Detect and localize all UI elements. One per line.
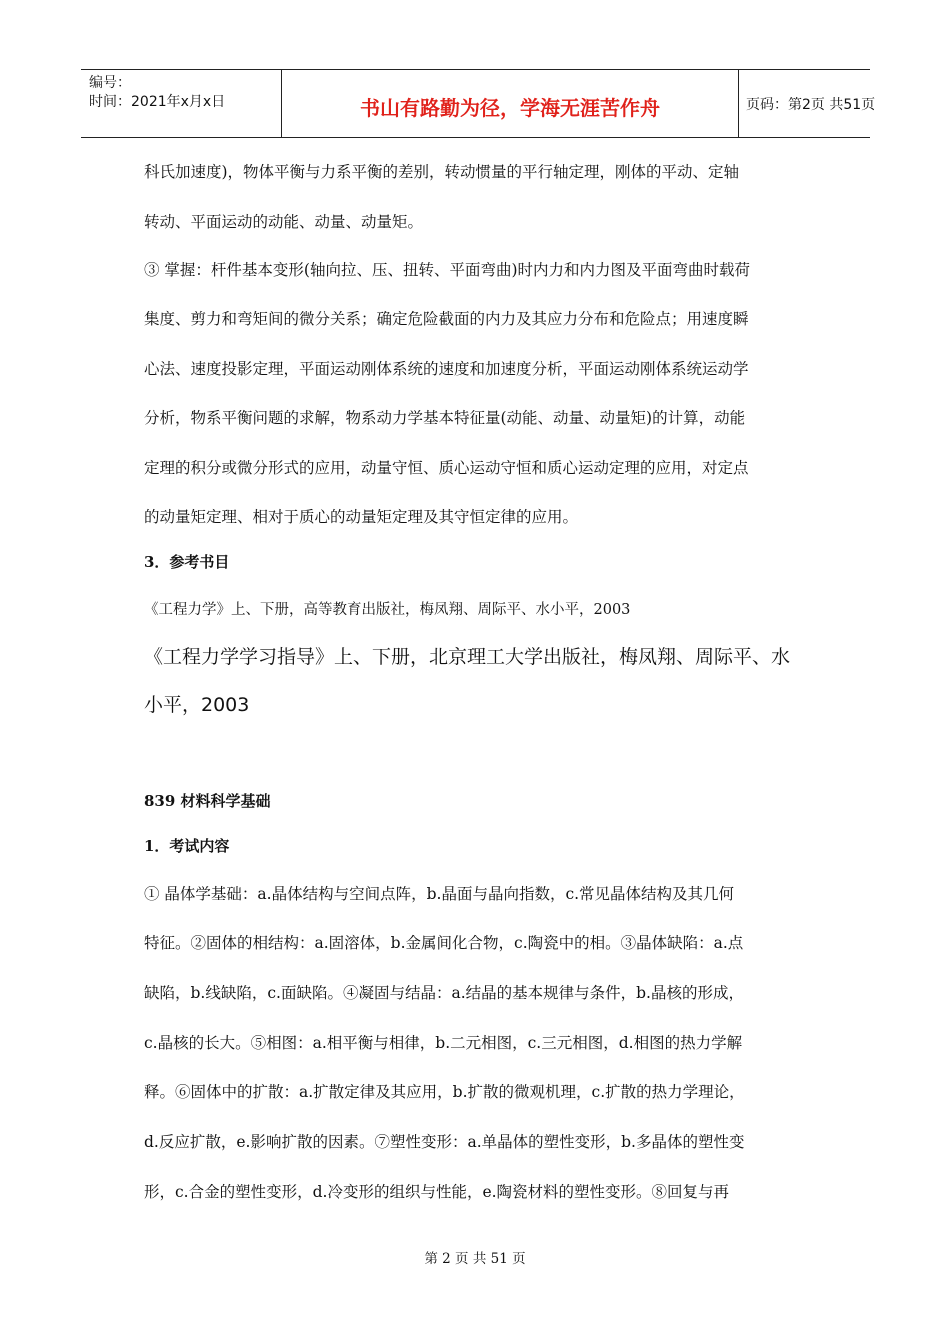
document-header	[81, 69, 876, 138]
body-line: 分析，物系平衡问题的求解，物系动力学基本特征量(动能、动量、动量矩)的计算，动能	[144, 409, 746, 427]
body-line: 定理的积分或微分形式的应用，动量守恒、质心运动守恒和质心运动定理的应用，对定点	[144, 459, 749, 477]
body-line: 集度、剪力和弯矩间的微分关系；确定危险截面的内力及其应力分布和危险点；用速度瞬	[144, 310, 749, 328]
document-number-label: 编号：	[89, 75, 131, 91]
document-date: 时间：2021年x月x日	[89, 94, 226, 110]
reference-item: 《工程力学学习指导》上、下册，北京理工大学出版社，梅凤翔、周际平、水	[144, 646, 791, 668]
content-line: 缺陷，b.线缺陷，c.面缺陷。④凝固与结晶：a.结晶的基本规律与条件，b.晶核的形成，	[144, 984, 744, 1002]
content-line: 形，c.合金的塑性变形，d.冷变形的组织与性能，e.陶瓷材料的塑性变形。⑧回复与再	[144, 1183, 730, 1201]
header-page-info: 页码：第2页 共51页	[746, 97, 876, 113]
header-page-cell	[738, 70, 876, 137]
body-line: 转动、平面运动的动能、动量、动量矩。	[144, 213, 424, 231]
body-line: 科氏加速度)，物体平衡与力系平衡的差别，转动惯量的平行轴定理，刚体的平动、定轴	[144, 163, 740, 181]
section-title-exam-content: 1．考试内容	[144, 837, 230, 855]
section-title-references: 3．参考书目	[144, 553, 230, 571]
body-line: 的动量矩定理、相对于质心的动量矩定理及其守恒定律的应用。	[144, 508, 579, 526]
content-line: c.晶核的长大。⑤相图：a.相平衡与相律，b.二元相图，c.三元相图，d.相图的热力学解	[144, 1034, 743, 1052]
reference-item-continuation: 小平，2003	[144, 694, 250, 716]
body-line: ③ 掌握：杆件基本变形(轴向拉、压、扭转、平面弯曲)时内力和内力图及平面弯曲时载荷	[144, 261, 751, 279]
content-line: 特征。②固体的相结构：a.固溶体，b.金属间化合物，c.陶瓷中的相。③晶体缺陷：a.点	[144, 934, 744, 952]
reference-item: 《工程力学》上、下册，高等教育出版社，梅凤翔、周际平、水小平，2003	[144, 602, 631, 618]
content-line: ① 晶体学基础：a.晶体结构与空间点阵，b.晶面与晶向指数，c.常见晶体结构及其几何	[144, 885, 735, 903]
body-line: 心法、速度投影定理，平面运动刚体系统的速度和加速度分析，平面运动刚体系统运动学	[144, 360, 749, 378]
header-motto: 书山有路勤为径，学海无涯苦作舟	[360, 96, 660, 120]
page-footer: 第 2 页 共 51 页	[424, 1251, 526, 1267]
header-motto-cell	[281, 70, 739, 137]
header-meta-cell	[81, 70, 281, 137]
content-line: 释。⑥固体中的扩散：a.扩散定律及其应用，b.扩散的微观机理，c.扩散的热力学理论，	[144, 1083, 745, 1101]
subject-title: 839 材料科学基础	[144, 792, 271, 810]
content-line: d.反应扩散，e.影响扩散的因素。⑦塑性变形：a.单晶体的塑性变形，b.多晶体的塑性变	[144, 1133, 745, 1151]
